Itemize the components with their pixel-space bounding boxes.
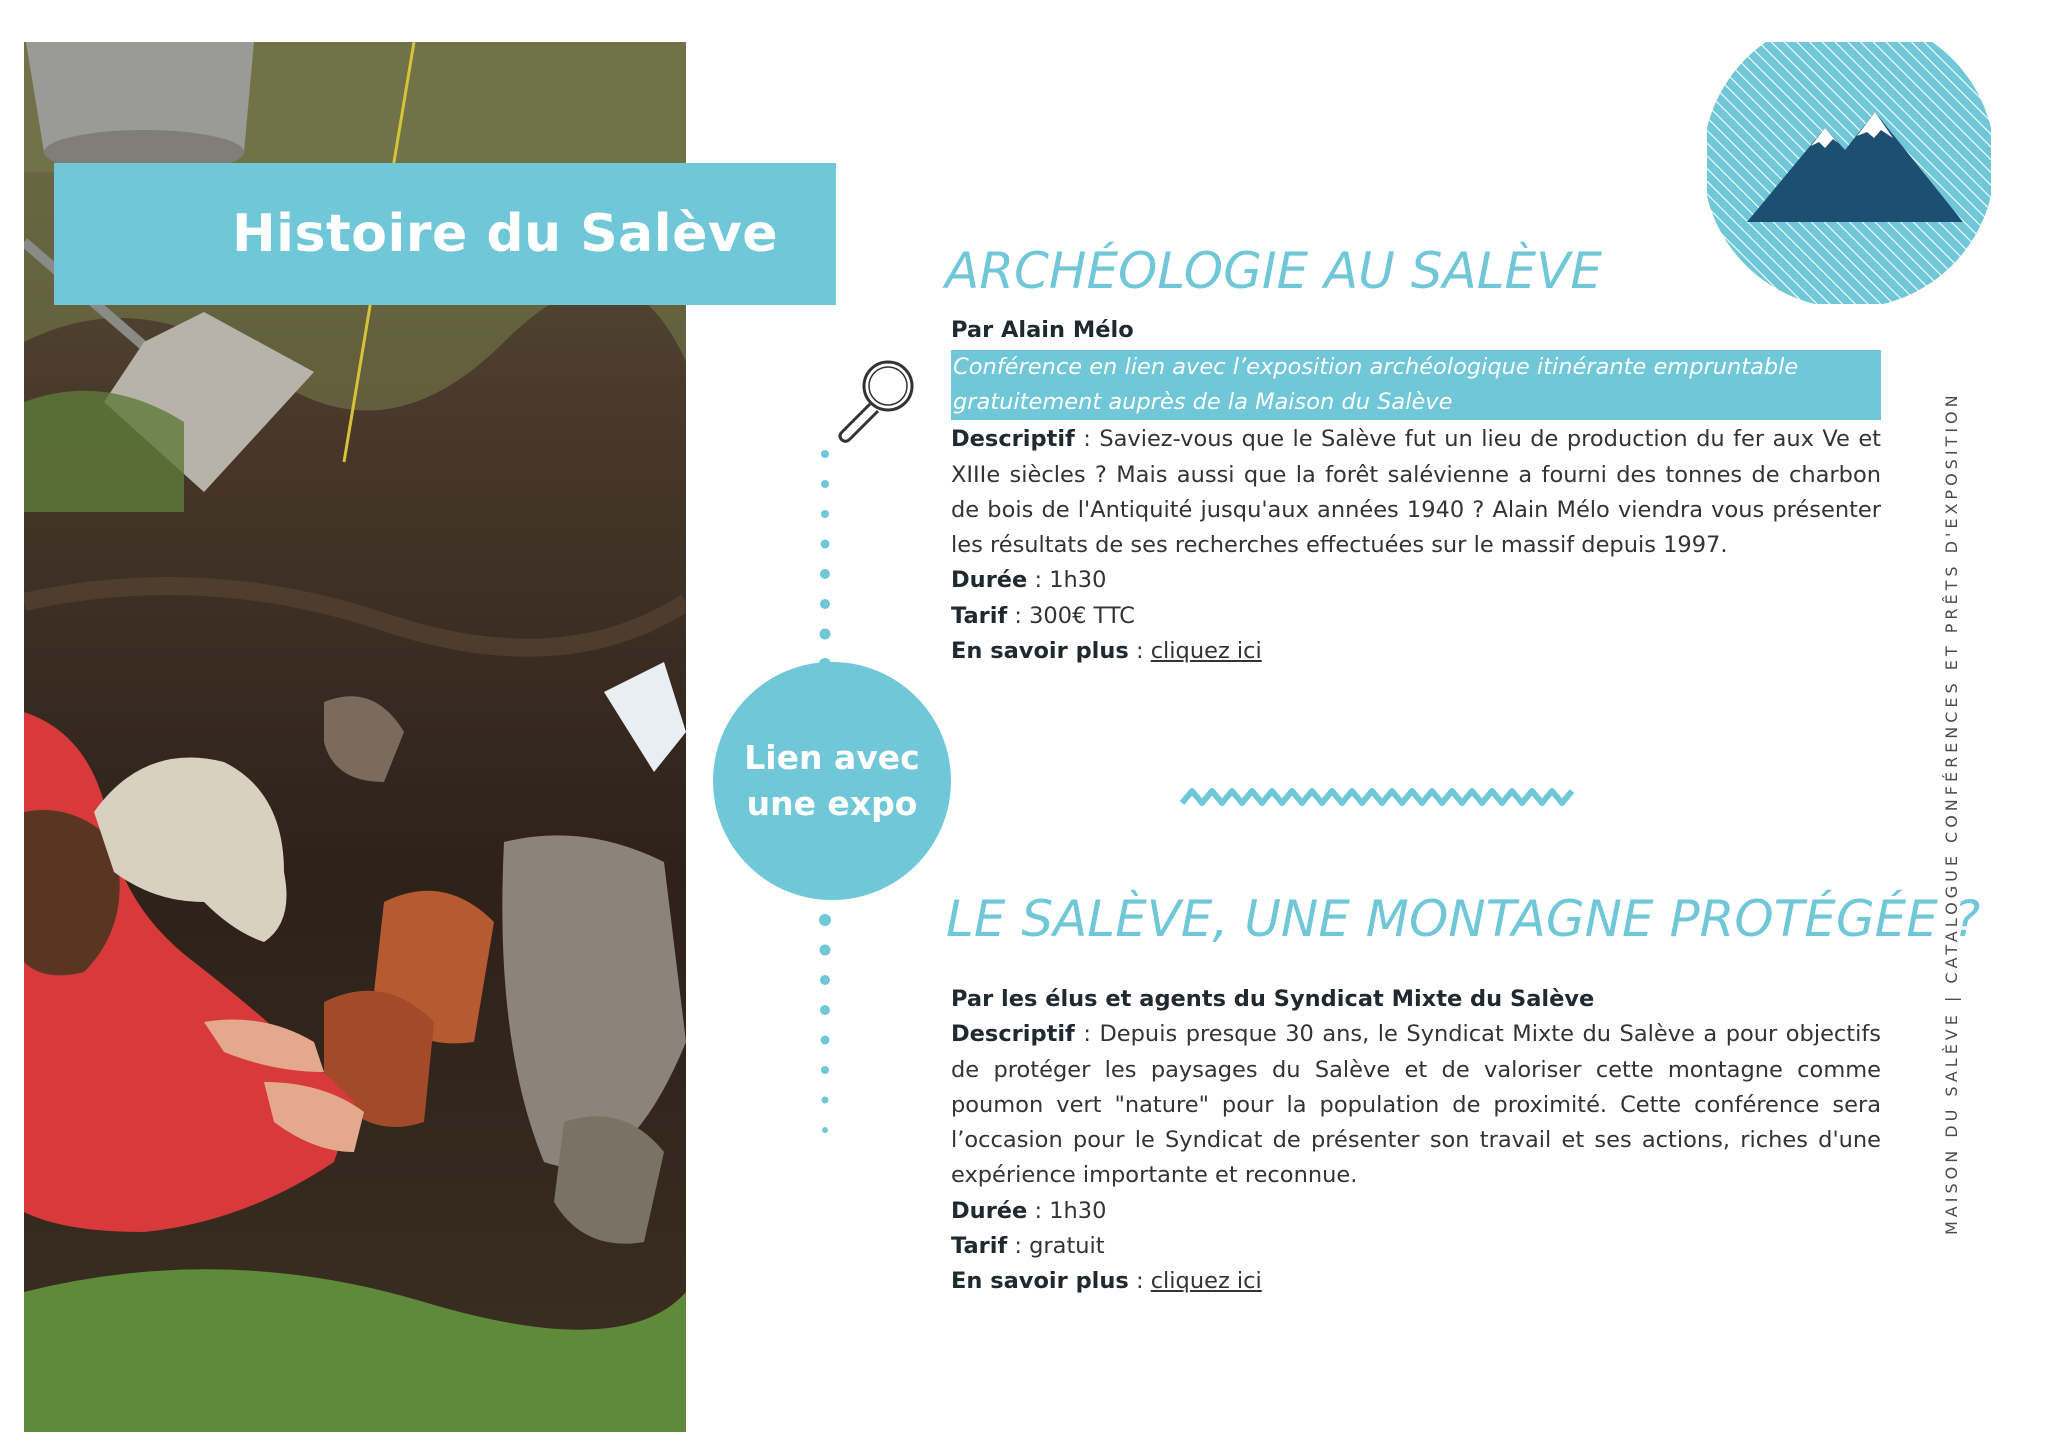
- conference2-description-block: [951, 1017, 1881, 1193]
- description-label: Descriptif: [951, 1021, 1075, 1048]
- conference1-details: [951, 313, 1881, 669]
- side-caption: MAISON DU SALÈVE | CATALOGUE CONFÉRENCES ET PRÊTS D'EXPOSITION: [1942, 391, 1961, 1235]
- conference2-author: Par les élus et agents du Syndicat Mixte du Salève: [951, 986, 1595, 1012]
- price-label: Tarif: [951, 602, 1008, 629]
- description-sep: :: [1074, 1021, 1100, 1048]
- section-title: Histoire du Salève: [232, 204, 778, 264]
- conference2-description: Depuis presque 30 ans, le Syndicat Mixte du Salève a pour objectifs de protéger les paysages du Salève et de valoriser cette montagne comme poumon vert "nature" pour la population de proximité. Cette conférence sera l’occasion pour le Syndicat de présenter son travail et ses actions, riches d'une expérience importante et reconnue.: [951, 1021, 1882, 1189]
- more-info-sep: :: [1128, 1268, 1151, 1295]
- conference2-title: LE SALÈVE, UNE MONTAGNE PROTÉGÉE ?: [946, 890, 1981, 948]
- conference2-details: [951, 982, 1881, 1300]
- conference1-title: ARCHÉOLOGIE AU SALÈVE: [945, 242, 1602, 300]
- description-label: Descriptif: [951, 426, 1075, 453]
- conference2-more-link[interactable]: cliquez ici: [1150, 1268, 1262, 1295]
- conference1-more-link[interactable]: cliquez ici: [1150, 638, 1262, 665]
- expo-link-badge: [713, 662, 951, 900]
- more-info-label: En savoir plus: [951, 1268, 1129, 1295]
- conference1-description: Saviez-vous que le Salève fut un lieu de production du fer aux Ve et XIIIe siècles ? Mais aussi que la forêt salévienne a fourni des tonnes de charbon de bois de l'Antiquité jusqu'aux années 1940 ? Alain Mélo viendra vous présenter les résultats de ses recherches effectuées sur le massif depuis 1997.: [951, 426, 1881, 559]
- zigzag-divider: [1178, 783, 1578, 809]
- conference1-description-block: [951, 422, 1881, 563]
- conference1-author: Par Alain Mélo: [951, 317, 1134, 343]
- conference2-more-row: [951, 1264, 1881, 1299]
- description-sep: :: [1074, 426, 1100, 453]
- duration-label: Durée: [951, 567, 1028, 594]
- expo-badge-line2: une expo: [746, 784, 918, 823]
- conference1-highlight: Conférence en lien avec l’exposition archéologique itinérante empruntable gratuitement auprès de la Maison du Salève: [951, 350, 1881, 420]
- conference1-more-row: [951, 634, 1881, 669]
- conference2-price: : gratuit: [1007, 1233, 1105, 1260]
- price-label: Tarif: [951, 1233, 1008, 1260]
- conference1-duration: : 1h30: [1027, 567, 1107, 594]
- duration-label: Durée: [951, 1197, 1028, 1224]
- mountain-logo-icon: [1707, 42, 1991, 304]
- magnifier-icon: [832, 352, 924, 444]
- more-info-sep: :: [1128, 638, 1151, 665]
- conference1-duration-row: [951, 563, 1881, 598]
- conference2-duration: : 1h30: [1027, 1197, 1107, 1224]
- conference2-duration-row: [951, 1194, 1881, 1229]
- section-banner: [54, 163, 836, 305]
- conference1-price-row: [951, 599, 1881, 634]
- conference2-price-row: [951, 1229, 1881, 1264]
- expo-badge-line1: Lien avec: [744, 738, 920, 777]
- more-info-label: En savoir plus: [951, 638, 1129, 665]
- conference1-price: : 300€ TTC: [1007, 602, 1136, 629]
